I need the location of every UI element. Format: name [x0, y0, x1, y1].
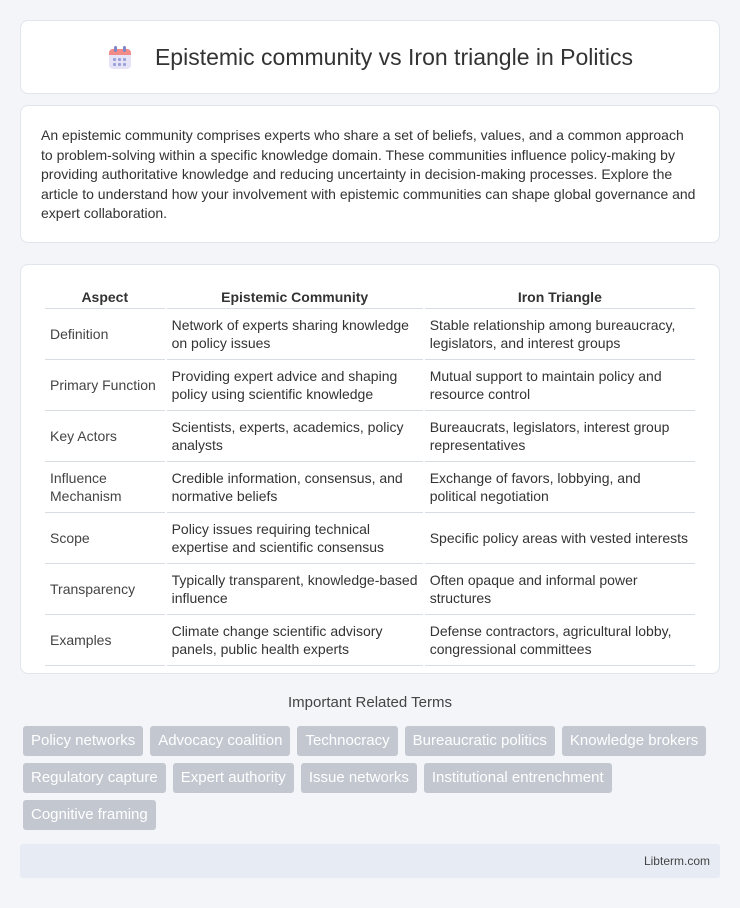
term-tag[interactable]: Bureaucratic politics — [405, 726, 555, 756]
term-tag[interactable]: Cognitive framing — [23, 800, 156, 830]
term-tag[interactable]: Expert authority — [173, 763, 294, 793]
page-title: Epistemic community vs Iron triangle in Politics — [154, 43, 634, 70]
row-epistemic-community: Climate change scientific advisory panels, public health experts — [167, 615, 423, 666]
table-row — [45, 615, 695, 666]
column-header-iron-triangle: Iron Triangle — [425, 285, 695, 309]
comparison-table — [43, 285, 697, 666]
row-iron-triangle: Defense contractors, agricultural lobby, congressional committees — [425, 615, 695, 666]
intro-paragraph: An epistemic community comprises experts who share a set of beliefs, values, and a common approach to problem-solving within a specific knowledge domain. These communities influence policy-making by providing authoritative knowledge and reducing uncertainty in decision-making processes. Explore the article to understand how your involvement with epistemic communities can shape global governance and expert collaboration. — [41, 127, 696, 222]
row-epistemic-community: Policy issues requiring technical expertise and scientific consensus — [167, 513, 423, 564]
comparison-card — [20, 264, 720, 674]
term-tag[interactable]: Issue networks — [301, 763, 417, 793]
table-row — [45, 309, 695, 360]
row-aspect: Key Actors — [45, 411, 165, 462]
column-header-aspect: Aspect — [45, 285, 165, 309]
footer — [20, 844, 720, 878]
column-header-epistemic-community: Epistemic Community — [167, 285, 423, 309]
row-aspect: Primary Function — [45, 360, 165, 411]
row-iron-triangle: Specific policy areas with vested interests — [425, 513, 695, 564]
row-iron-triangle: Mutual support to maintain policy and resource control — [425, 360, 695, 411]
term-tag[interactable]: Advocacy coalition — [150, 726, 290, 756]
table-row — [45, 564, 695, 615]
related-terms-heading: Important Related Terms — [288, 694, 452, 711]
table-row — [45, 462, 695, 513]
row-epistemic-community: Network of experts sharing knowledge on policy issues — [167, 309, 423, 360]
footer-site-link[interactable]: Libterm.com — [643, 854, 710, 868]
row-aspect: Examples — [45, 615, 165, 666]
row-iron-triangle: Often opaque and informal power structures — [425, 564, 695, 615]
row-iron-triangle: Exchange of favors, lobbying, and political negotiation — [425, 462, 695, 513]
term-tag[interactable]: Institutional entrenchment — [424, 763, 612, 793]
table-row — [45, 513, 695, 564]
row-aspect: Definition — [45, 309, 165, 360]
term-tag[interactable]: Policy networks — [23, 726, 143, 756]
row-aspect: Scope — [45, 513, 165, 564]
row-aspect: Influence Mechanism — [45, 462, 165, 513]
row-epistemic-community: Scientists, experts, academics, policy analysts — [167, 411, 423, 462]
row-aspect: Transparency — [45, 564, 165, 615]
title-card — [20, 20, 720, 94]
term-tag[interactable]: Technocracy — [297, 726, 397, 756]
term-tag[interactable]: Regulatory capture — [23, 763, 166, 793]
row-epistemic-community: Credible information, consensus, and normative beliefs — [167, 462, 423, 513]
related-terms-list — [23, 726, 723, 830]
row-epistemic-community: Providing expert advice and shaping policy using scientific knowledge — [167, 360, 423, 411]
table-row — [45, 411, 695, 462]
table-row — [45, 360, 695, 411]
row-iron-triangle: Stable relationship among bureaucracy, legislators, and interest groups — [425, 309, 695, 360]
intro-card — [20, 105, 720, 243]
row-iron-triangle: Bureaucrats, legislators, interest group representatives — [425, 411, 695, 462]
term-tag[interactable]: Knowledge brokers — [562, 726, 706, 756]
calendar-icon — [107, 44, 133, 70]
row-epistemic-community: Typically transparent, knowledge-based influence — [167, 564, 423, 615]
table-header-row — [45, 285, 695, 309]
